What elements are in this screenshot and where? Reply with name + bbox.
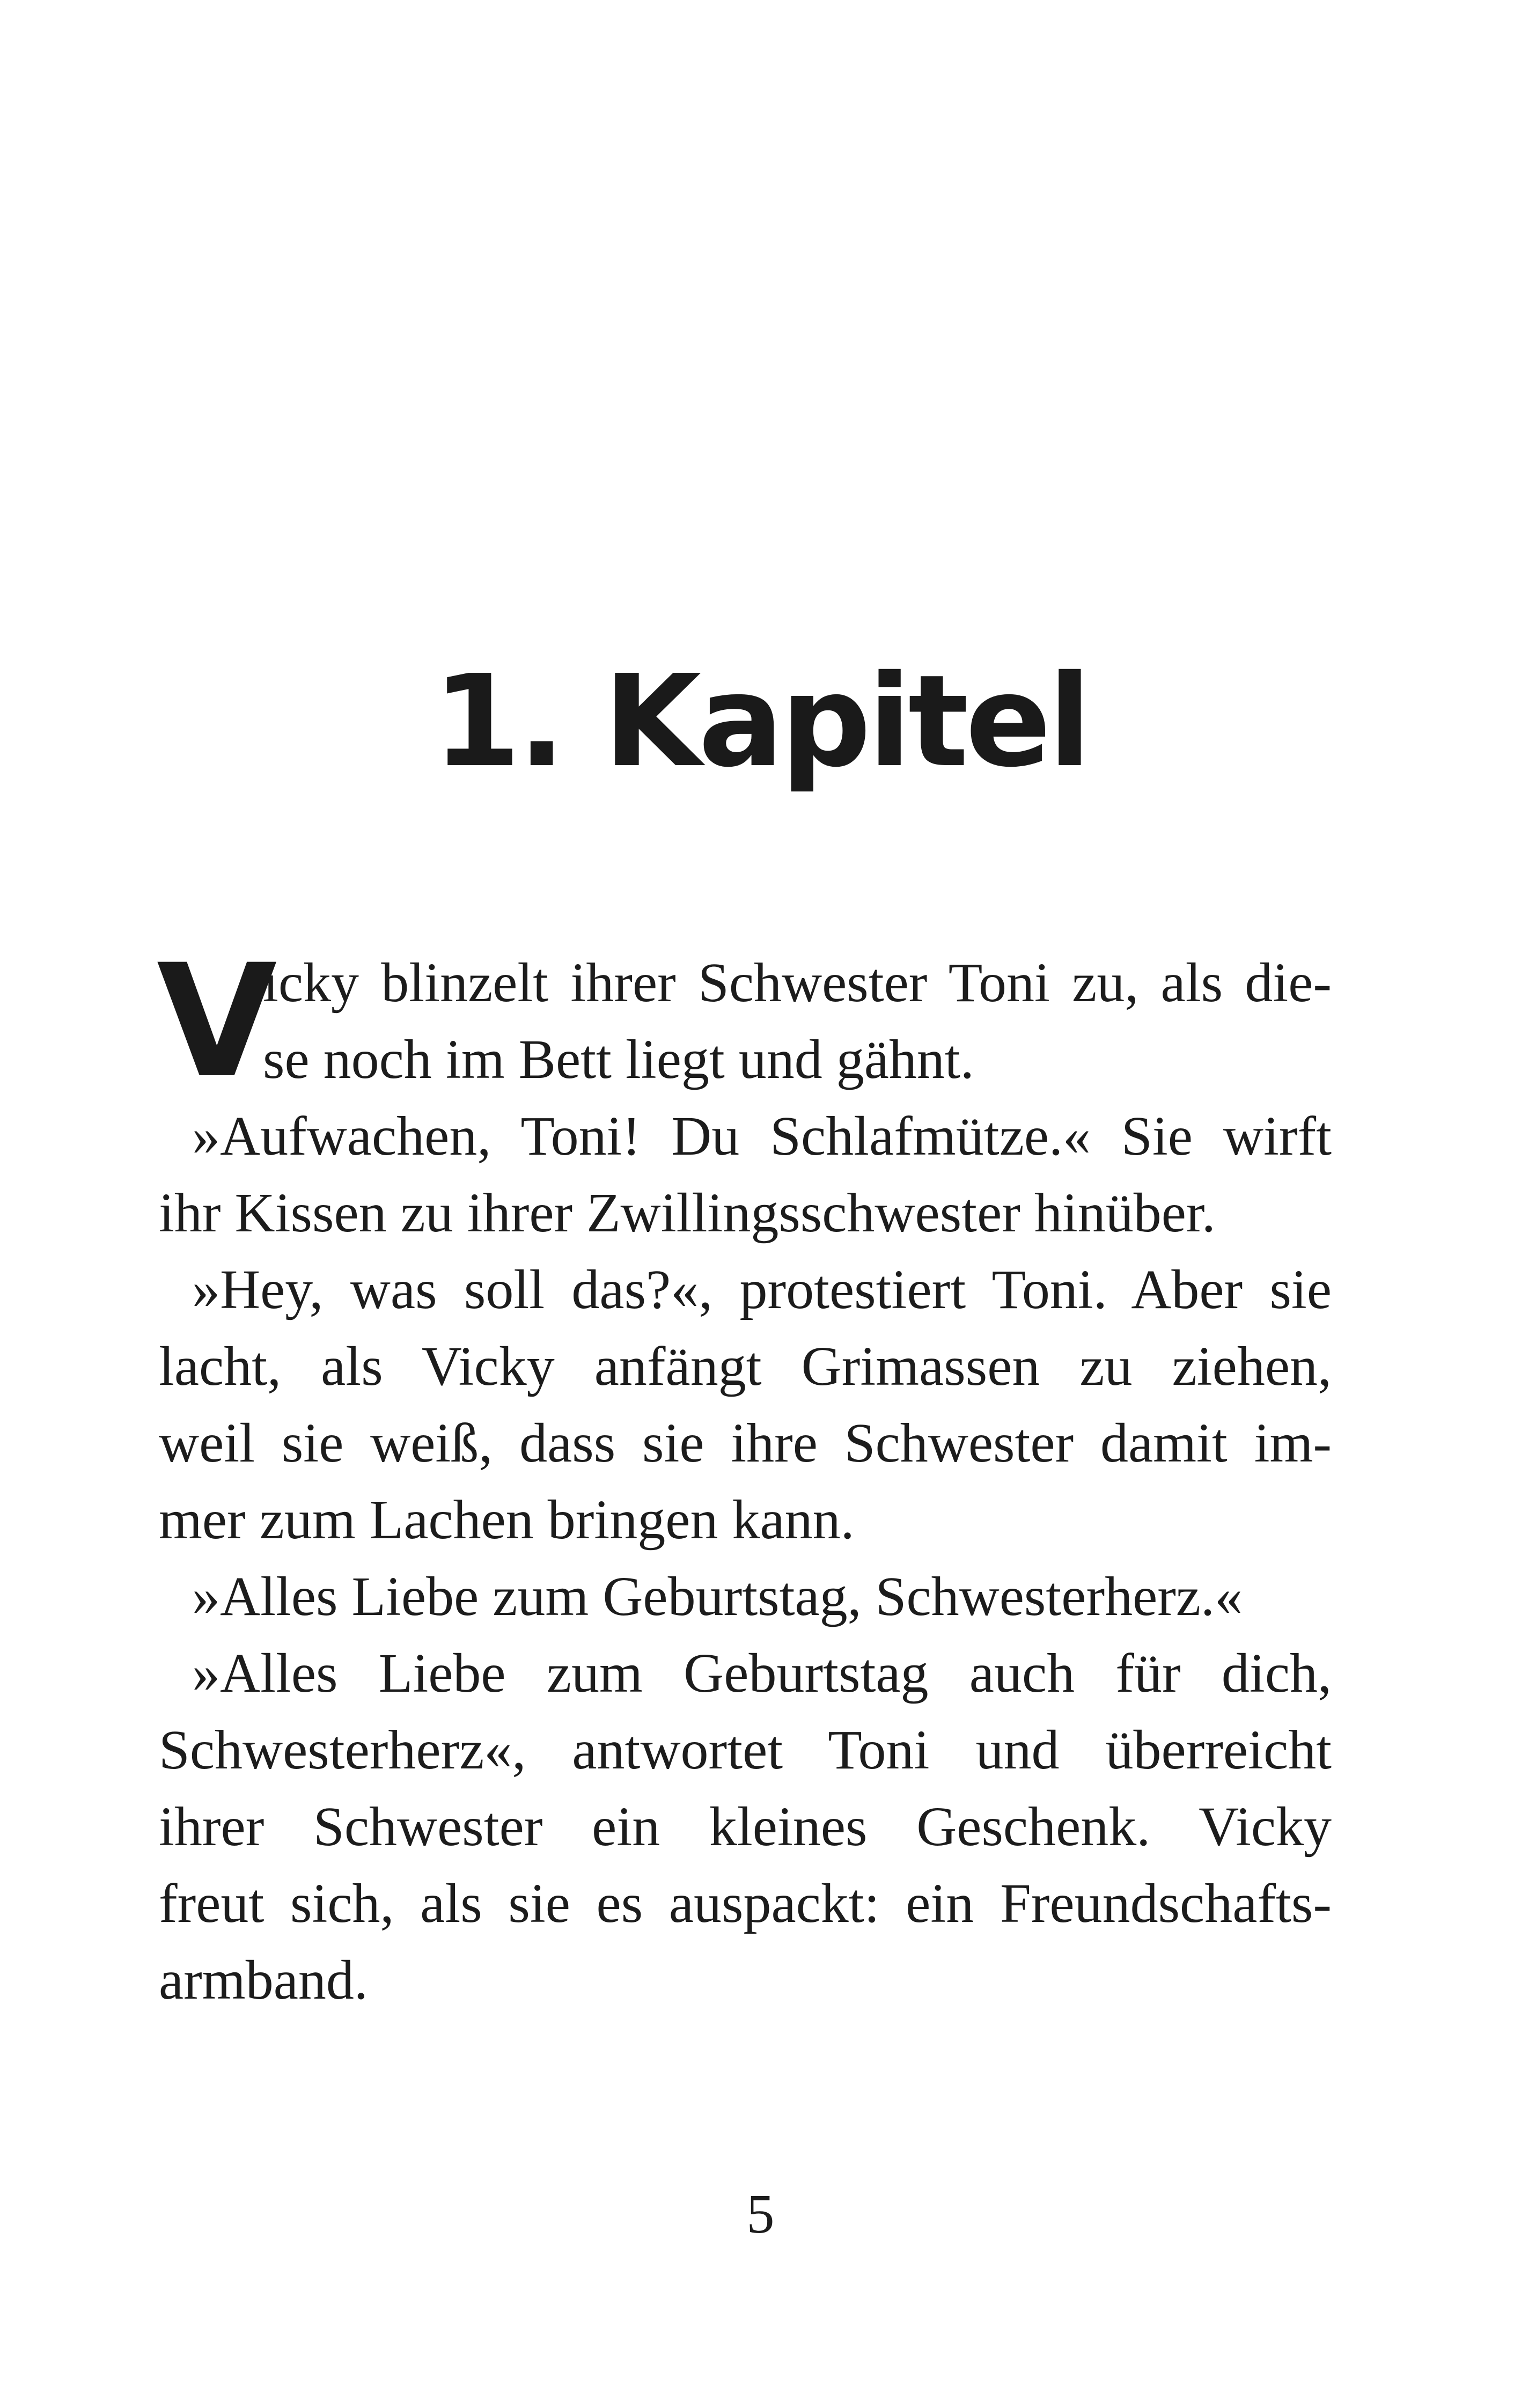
text-line: »Hey, was soll das?«, protestiert Toni. Aber sie [192, 1259, 1332, 1320]
text-line: se noch im Bett liegt und gähnt. [263, 1029, 974, 1090]
text-line: ihr Kissen zu ihrer Zwillingsschwester hinüber. [159, 1182, 1216, 1244]
text-line: ihrer Schwester ein kleines Geschenk. Vicky [159, 1796, 1332, 1858]
text-line: »Alles Liebe zum Geburtstag, Schwesterherz.« [192, 1566, 1243, 1627]
chapter-text [157, 931, 1332, 2018]
text-line: icky blinzelt ihrer Schwester Toni zu, als die- [263, 952, 1332, 1014]
text-line: mer zum Lachen bringen kann. [159, 1489, 855, 1551]
text-line: freut sich, als sie es auspackt: ein Freundschafts- [159, 1873, 1332, 1934]
text-line: Schwesterherz«, antwortet Toni und überreicht [159, 1719, 1332, 1781]
chapter-title: 1. Kapitel [432, 648, 1089, 795]
drop-cap-letter: V [157, 931, 277, 1112]
text-line: lacht, als Vicky anfängt Grimassen zu ziehen, [159, 1335, 1332, 1397]
text-line: weil sie weiß, dass sie ihre Schwester damit im- [159, 1412, 1332, 1474]
page-number: 5 [746, 2183, 775, 2245]
text-line: »Aufwachen, Toni! Du Schlafmütze.« Sie wirft [192, 1105, 1332, 1167]
text-line: armband. [159, 1949, 368, 2011]
text-line: »Alles Liebe zum Geburtstag auch für dich, [192, 1642, 1332, 1704]
